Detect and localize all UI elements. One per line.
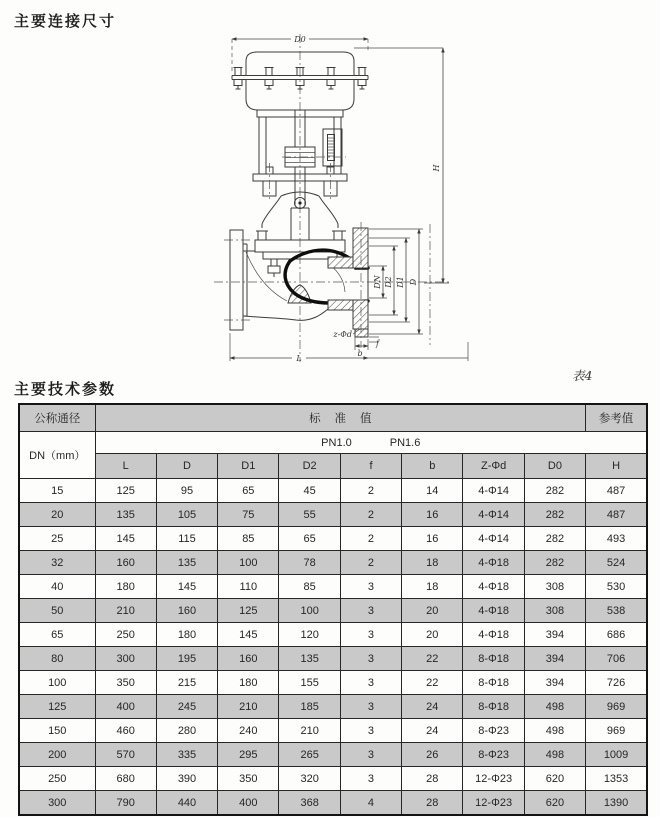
cell-param: 215 [156, 671, 217, 695]
cell-param: 3 [340, 599, 401, 623]
cell-param: 400 [95, 695, 156, 719]
cell-param: 4-Φ18 [463, 599, 524, 623]
cell-dn: 250 [19, 767, 95, 791]
col-header-H: H [586, 454, 647, 479]
table-row [19, 647, 647, 671]
cell-dn: 200 [19, 743, 95, 767]
cell-param: 4-Φ18 [463, 551, 524, 575]
cell-param: 440 [156, 791, 217, 816]
cell-param: 1390 [586, 791, 647, 816]
cell-param: 460 [95, 719, 156, 743]
table-row [19, 503, 647, 527]
cell-param: 487 [586, 479, 647, 503]
col-header-b: b [402, 454, 463, 479]
cell-param: 3 [340, 767, 401, 791]
label-d2: D2 [384, 276, 393, 288]
header-dn-mm: DN（mm） [19, 432, 95, 479]
cell-param: 240 [218, 719, 279, 743]
cell-param: 78 [279, 551, 340, 575]
header-pressure-ratings [95, 432, 647, 454]
dim-flange-diameters [369, 229, 423, 334]
cell-param: 16 [402, 503, 463, 527]
cell-param: 498 [524, 743, 585, 767]
cell-param: 8-Φ23 [463, 743, 524, 767]
cell-param: 45 [279, 479, 340, 503]
table-row [19, 767, 647, 791]
cell-param: 394 [524, 671, 585, 695]
table-row [19, 623, 647, 647]
table-row [19, 575, 647, 599]
cell-param: 75 [218, 503, 279, 527]
cell-param: 706 [586, 647, 647, 671]
cell-param: 3 [340, 695, 401, 719]
col-header-D0: D0 [524, 454, 585, 479]
header-nominal-diameter: 公称通径 [19, 404, 95, 432]
cell-param: 570 [95, 743, 156, 767]
cell-param: 1353 [586, 767, 647, 791]
cell-param: 3 [340, 719, 401, 743]
cell-param: 28 [402, 767, 463, 791]
bolt-hole-section [355, 329, 368, 337]
cell-param: 394 [524, 647, 585, 671]
cell-param: 487 [586, 503, 647, 527]
cell-param: 498 [524, 695, 585, 719]
label-d1: D1 [396, 276, 405, 288]
cell-param: 620 [524, 767, 585, 791]
cell-param: 210 [279, 719, 340, 743]
cell-param: 335 [156, 743, 217, 767]
cell-param: 85 [218, 527, 279, 551]
cell-param: 145 [156, 575, 217, 599]
label-l: L [296, 354, 302, 363]
cell-param: 620 [524, 791, 585, 816]
table-row [19, 719, 647, 743]
table-row [19, 527, 647, 551]
cell-param: 155 [279, 671, 340, 695]
cell-param: 100 [279, 599, 340, 623]
col-header-D1: D1 [218, 454, 279, 479]
table-number-tag: 表4 [572, 368, 593, 383]
cell-param: 3 [340, 647, 401, 671]
header-standard-value: 标准值 [95, 404, 586, 432]
cell-param: 530 [586, 575, 647, 599]
label-b: b [357, 349, 363, 358]
cell-dn: 300 [19, 791, 95, 816]
cell-param: 16 [402, 527, 463, 551]
cell-dn: 15 [19, 479, 95, 503]
cell-param: 100 [218, 551, 279, 575]
cell-param: 493 [586, 527, 647, 551]
cell-dn: 125 [19, 695, 95, 719]
cell-param: 85 [279, 575, 340, 599]
cell-param: 686 [586, 623, 647, 647]
cell-param: 2 [340, 551, 401, 575]
label-dn: DN [373, 275, 382, 289]
cell-param: 282 [524, 527, 585, 551]
col-header-D: D [156, 454, 217, 479]
cell-param: 115 [156, 527, 217, 551]
cell-dn: 150 [19, 719, 95, 743]
cell-param: 300 [95, 647, 156, 671]
col-header-L: L [95, 454, 156, 479]
cell-param: 308 [524, 599, 585, 623]
cell-param: 120 [279, 623, 340, 647]
header-reference-value: 参考值 [586, 404, 647, 432]
cell-param: 185 [279, 695, 340, 719]
cell-param: 8-Φ18 [463, 695, 524, 719]
cell-param: 726 [586, 671, 647, 695]
cell-param: 8-Φ23 [463, 719, 524, 743]
cell-param: 245 [156, 695, 217, 719]
col-header-z-phid: Z-Φd [463, 454, 524, 479]
cell-param: 22 [402, 647, 463, 671]
cell-param: 145 [218, 623, 279, 647]
cell-param: 24 [402, 695, 463, 719]
cell-param: 2 [340, 527, 401, 551]
cell-param: 282 [524, 503, 585, 527]
table-row [19, 695, 647, 719]
cell-param: 22 [402, 671, 463, 695]
param-table-body [19, 479, 647, 816]
cell-param: 680 [95, 767, 156, 791]
cell-param: 4-Φ18 [463, 623, 524, 647]
cell-param: 145 [95, 527, 156, 551]
label-z-phid: z-Φd [333, 330, 352, 339]
cell-param: 135 [95, 503, 156, 527]
cell-param: 969 [586, 719, 647, 743]
cell-param: 20 [402, 599, 463, 623]
cell-param: 28 [402, 791, 463, 816]
cell-param: 8-Φ18 [463, 671, 524, 695]
cell-param: 20 [402, 623, 463, 647]
cell-param: 160 [95, 551, 156, 575]
cell-param: 3 [340, 623, 401, 647]
cell-param: 24 [402, 719, 463, 743]
cell-dn: 25 [19, 527, 95, 551]
cell-param: 4-Φ18 [463, 575, 524, 599]
cell-param: 195 [156, 647, 217, 671]
cell-param: 160 [218, 647, 279, 671]
cell-param: 390 [156, 767, 217, 791]
table-row [19, 671, 647, 695]
cell-param: 400 [218, 791, 279, 816]
cell-param: 3 [340, 575, 401, 599]
cell-param: 12-Φ23 [463, 767, 524, 791]
cell-param: 350 [218, 767, 279, 791]
cell-param: 790 [95, 791, 156, 816]
cell-param: 308 [524, 575, 585, 599]
label-f: f [376, 339, 379, 348]
cell-param: 12-Φ23 [463, 791, 524, 816]
table-row [19, 743, 647, 767]
cell-param: 125 [218, 599, 279, 623]
cell-param: 110 [218, 575, 279, 599]
cell-param: 125 [95, 479, 156, 503]
cell-param: 135 [279, 647, 340, 671]
cell-param: 2 [340, 479, 401, 503]
cell-param: 4-Φ14 [463, 527, 524, 551]
cell-param: 250 [95, 623, 156, 647]
cell-param: 26 [402, 743, 463, 767]
cell-dn: 32 [19, 551, 95, 575]
cell-param: 1009 [586, 743, 647, 767]
cell-param: 210 [95, 599, 156, 623]
cell-param: 160 [156, 599, 217, 623]
cell-param: 538 [586, 599, 647, 623]
cell-param: 4-Φ14 [463, 503, 524, 527]
pn16-label: PN1.6 [389, 436, 421, 449]
cell-param: 14 [402, 479, 463, 503]
cell-param: 18 [402, 575, 463, 599]
label-d0: D0 [294, 35, 306, 44]
pn10-label: PN1.0 [321, 436, 352, 449]
table-row [19, 551, 647, 575]
cell-param: 105 [156, 503, 217, 527]
cell-param: 368 [279, 791, 340, 816]
cell-dn: 50 [19, 599, 95, 623]
cell-dn: 80 [19, 647, 95, 671]
cell-param: 498 [524, 719, 585, 743]
valve-technical-drawing [0, 0, 660, 402]
cell-param: 524 [586, 551, 647, 575]
cell-param: 65 [279, 527, 340, 551]
table-row [19, 599, 647, 623]
cell-param: 350 [95, 671, 156, 695]
cell-param: 55 [279, 503, 340, 527]
cell-param: 135 [156, 551, 217, 575]
cell-param: 4 [340, 791, 401, 816]
cell-param: 210 [218, 695, 279, 719]
valve-body [224, 230, 368, 330]
cell-param: 3 [340, 743, 401, 767]
cell-param: 95 [156, 479, 217, 503]
label-h: H [432, 164, 441, 172]
cell-param: 282 [524, 479, 585, 503]
cell-param: 394 [524, 623, 585, 647]
cell-dn: 100 [19, 671, 95, 695]
cell-param: 969 [586, 695, 647, 719]
table-row [19, 479, 647, 503]
cell-param: 18 [402, 551, 463, 575]
cell-dn: 20 [19, 503, 95, 527]
cell-param: 180 [95, 575, 156, 599]
cell-param: 282 [524, 551, 585, 575]
cell-param: 280 [156, 719, 217, 743]
cell-param: 180 [218, 671, 279, 695]
cell-param: 2 [340, 503, 401, 527]
cell-dn: 65 [19, 623, 95, 647]
section-title-connection-dimensions: 主要连接尺寸 [14, 13, 117, 30]
table-header [19, 404, 647, 479]
col-header-f: f [340, 454, 401, 479]
cell-param: 8-Φ18 [463, 647, 524, 671]
cell-param: 295 [218, 743, 279, 767]
cell-param: 4-Φ14 [463, 479, 524, 503]
cell-param: 65 [218, 479, 279, 503]
cell-param: 265 [279, 743, 340, 767]
label-d: D [409, 278, 418, 286]
left-flange [230, 230, 243, 330]
cell-dn: 40 [19, 575, 95, 599]
table-row [19, 791, 647, 816]
section-title-technical-parameters: 主要技术参数 [14, 381, 117, 398]
cell-param: 180 [156, 623, 217, 647]
cell-param: 3 [340, 671, 401, 695]
technical-parameters-table [18, 403, 648, 816]
cell-param: 320 [279, 767, 340, 791]
col-header-D2: D2 [279, 454, 340, 479]
